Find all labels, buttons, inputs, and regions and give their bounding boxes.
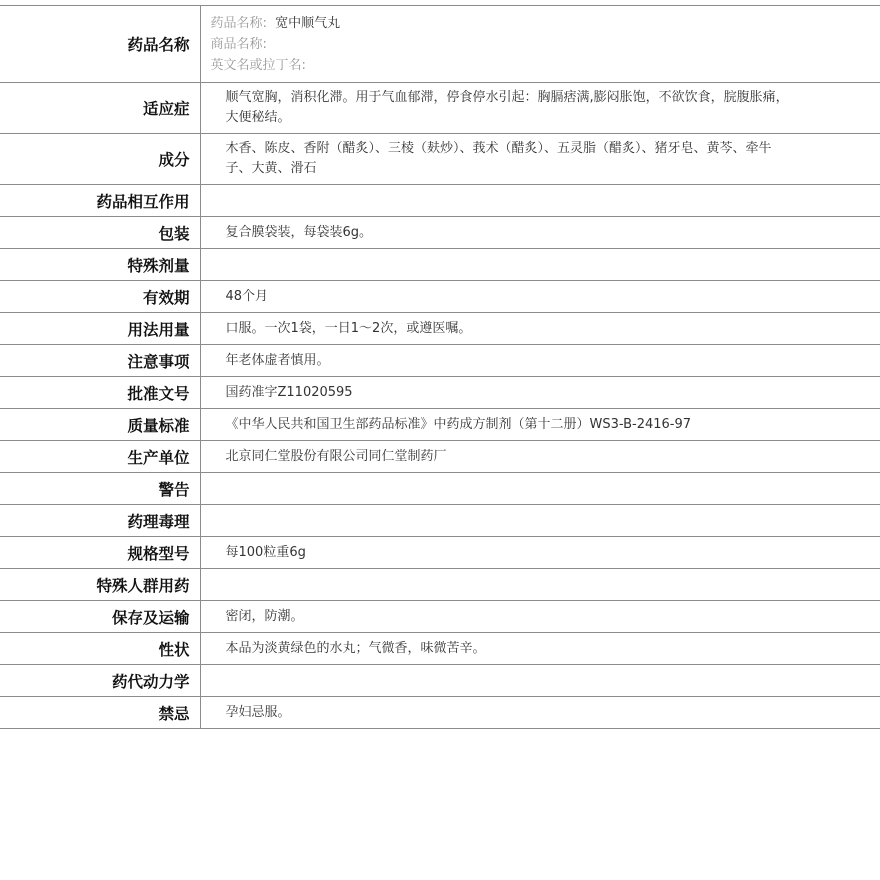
value-special-populations [200,569,880,601]
label-approval-number: 批准文号 [0,377,200,409]
row-manufacturer [0,441,880,473]
row-specification [0,537,880,569]
row-pharmacokinetics [0,665,880,697]
row-indications [0,83,880,134]
row-description [0,633,880,665]
value-indications: 顺气宽胸，消积化滞。用于气血郁滞，停食停水引起：胸膈痞满,膨闷胀饱，不欲饮食，脘腹胀痛，大便秘结。 [200,83,880,134]
row-drug-name [0,6,880,83]
label-quality-standard: 质量标准 [0,409,200,441]
label-packaging: 包装 [0,217,200,249]
label-ingredients: 成分 [0,134,200,185]
label-special-dosage: 特殊剂量 [0,249,200,281]
row-interactions [0,185,880,217]
label-storage: 保存及运输 [0,601,200,633]
value-precautions: 年老体虚者慎用。 [200,345,880,377]
row-warning [0,473,880,505]
row-pharmacology [0,505,880,537]
trade-name-label: 商品名称: [210,36,267,52]
value-quality-standard: 《中华人民共和国卫生部药品标准》中药成方制剂（第十二册）WS3-B-2416-97 [200,409,880,441]
label-usage-dosage: 用法用量 [0,313,200,345]
row-quality-standard [0,409,880,441]
drug-name-details [200,6,880,83]
label-description: 性状 [0,633,200,665]
value-warning [200,473,880,505]
label-precautions: 注意事项 [0,345,200,377]
drug-info-table [0,5,880,729]
value-specification: 每100粒重6g [200,537,880,569]
generic-name-label: 药品名称: [210,15,267,31]
value-manufacturer: 北京同仁堂股份有限公司同仁堂制药厂 [200,441,880,473]
value-usage-dosage: 口服。一次1袋，一日1～2次，或遵医嘱。 [200,313,880,345]
value-shelf-life: 48个月 [200,281,880,313]
value-special-dosage [200,249,880,281]
value-interactions [200,185,880,217]
english-name-label: 英文名或拉丁名: [210,57,306,73]
row-packaging [0,217,880,249]
row-storage [0,601,880,633]
row-special-dosage [0,249,880,281]
value-pharmacokinetics [200,665,880,697]
generic-name-line [211,13,791,34]
row-ingredients [0,134,880,185]
value-ingredients: 木香、陈皮、香附（醋炙）、三棱（麸炒）、莪术（醋炙）、五灵脂（醋炙）、猪牙皂、黄芩、牵牛子、大黄、滑石 [200,134,880,185]
value-packaging: 复合膜袋装，每袋装6g。 [200,217,880,249]
row-usage-dosage [0,313,880,345]
value-description: 本品为淡黄绿色的水丸；气微香，味微苦辛。 [200,633,880,665]
label-pharmacokinetics: 药代动力学 [0,665,200,697]
label-special-populations: 特殊人群用药 [0,569,200,601]
row-shelf-life [0,281,880,313]
value-contraindications: 孕妇忌服。 [200,697,880,729]
label-interactions: 药品相互作用 [0,185,200,217]
label-manufacturer: 生产单位 [0,441,200,473]
generic-name-value: 宽中顺气丸 [275,15,341,31]
row-precautions [0,345,880,377]
label-warning: 警告 [0,473,200,505]
label-shelf-life: 有效期 [0,281,200,313]
row-contraindications [0,697,880,729]
label-drug-name: 药品名称 [0,6,200,83]
label-pharmacology: 药理毒理 [0,505,200,537]
row-special-populations [0,569,880,601]
value-pharmacology [200,505,880,537]
label-contraindications: 禁忌 [0,697,200,729]
label-specification: 规格型号 [0,537,200,569]
row-approval-number [0,377,880,409]
value-storage: 密闭，防潮。 [200,601,880,633]
label-indications: 适应症 [0,83,200,134]
value-approval-number: 国药准字Z11020595 [200,377,880,409]
